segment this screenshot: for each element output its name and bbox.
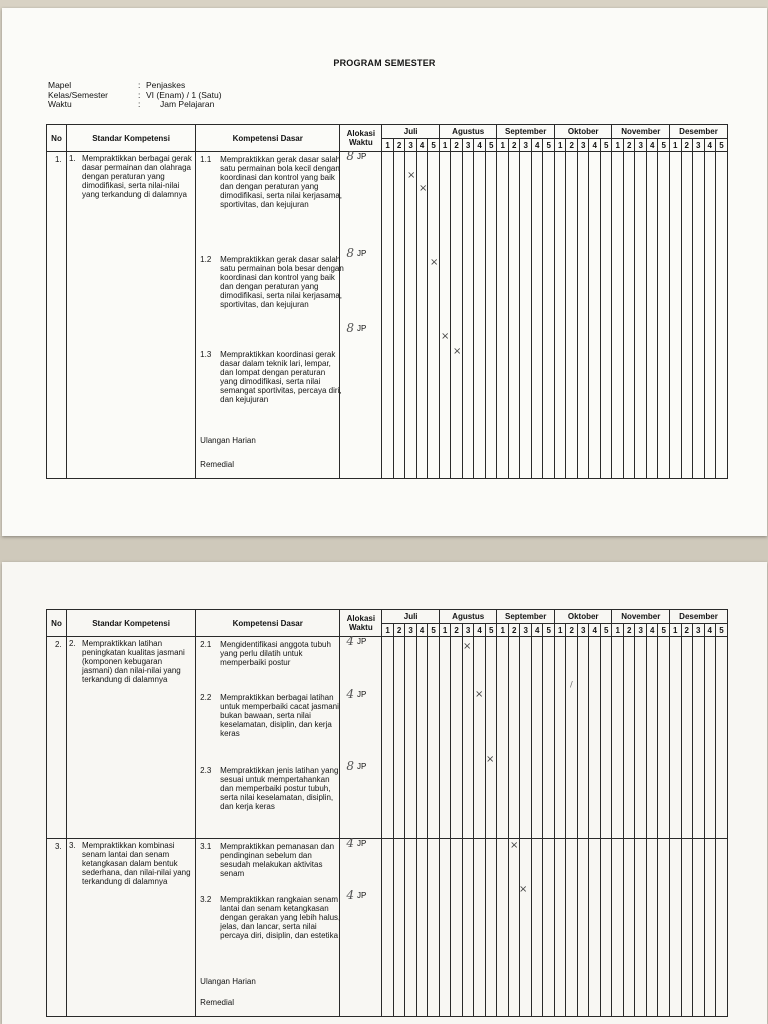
week-number-header: 5 bbox=[716, 624, 728, 637]
kd-item bbox=[200, 640, 344, 667]
week-number-header: 4 bbox=[474, 139, 486, 152]
schedule-mark: × bbox=[486, 754, 495, 765]
week-number-header: 3 bbox=[462, 139, 474, 152]
unit-label: JP bbox=[356, 152, 367, 161]
week-number-header: 5 bbox=[600, 139, 612, 152]
week-cell bbox=[531, 839, 543, 1017]
week-cell bbox=[589, 637, 601, 839]
semester-table-continued bbox=[46, 609, 728, 1017]
week-cell bbox=[462, 839, 474, 1017]
week-number-header: 3 bbox=[693, 624, 705, 637]
week-cell bbox=[508, 637, 520, 839]
unit-label: JP bbox=[356, 762, 367, 771]
week-cell bbox=[462, 637, 474, 839]
kd-text: Mempraktikkan koordinasi gerak dasar dalam teknik lari, lempar, dan lompat dengan peraturan yang dimodifikasi, serta nilai semangat sportivitas, percaya diri, dan kejujuran bbox=[220, 350, 342, 404]
kd-number: 3.1 bbox=[200, 842, 212, 851]
standar-kompetensi-cell bbox=[67, 152, 196, 479]
week-number-header: 2 bbox=[393, 139, 405, 152]
kd-number: 1.3 bbox=[200, 350, 212, 359]
week-cell bbox=[485, 637, 497, 839]
alokasi-value bbox=[346, 759, 367, 773]
sk-text: Mempraktikkan berbagai gerak dasar permainan dan olahraga dengan peraturan yang dimodifikasi, serta nilai-nilai yang terkandung di dalamnya bbox=[82, 154, 192, 199]
info-row-waktu bbox=[48, 100, 222, 110]
week-cell bbox=[382, 152, 394, 479]
kd-number: 2.3 bbox=[200, 766, 212, 775]
kd-item bbox=[200, 350, 344, 404]
week-cell bbox=[405, 152, 417, 479]
info-value: VI (Enam) / 1 (Satu) bbox=[146, 89, 222, 100]
alokasi-value bbox=[346, 836, 367, 850]
week-number-header: 2 bbox=[566, 624, 578, 637]
week-number-header: 4 bbox=[646, 624, 658, 637]
week-number-header: 1 bbox=[612, 624, 624, 637]
ulangan-harian-label: Ulangan Harian bbox=[200, 436, 256, 445]
week-cell bbox=[439, 152, 451, 479]
sk-number: 3. bbox=[69, 841, 76, 850]
background-gap bbox=[0, 536, 768, 562]
week-cell bbox=[658, 637, 670, 839]
week-cell bbox=[543, 839, 555, 1017]
schedule-mark: × bbox=[475, 689, 484, 700]
unit-label: JP bbox=[356, 324, 367, 333]
handwritten-number: 4 bbox=[346, 687, 354, 701]
schedule-mark: × bbox=[441, 331, 450, 342]
week-cell bbox=[612, 839, 624, 1017]
kd-number: 1.2 bbox=[200, 255, 212, 264]
info-colon: : bbox=[138, 89, 141, 100]
sk-number: 1. bbox=[69, 154, 76, 163]
week-number-header: 4 bbox=[531, 624, 543, 637]
remedial-label: Remedial bbox=[200, 460, 234, 469]
standar-kompetensi-cell bbox=[67, 637, 196, 839]
week-number-header: 1 bbox=[439, 624, 451, 637]
kd-text: Mempraktikkan pemanasan dan pendinginan sebelum dan sesudah melakukan aktivitas senam bbox=[220, 842, 335, 878]
week-number-header: 2 bbox=[451, 624, 463, 637]
week-cell bbox=[462, 152, 474, 479]
week-cell bbox=[428, 839, 440, 1017]
document-page-1 bbox=[2, 8, 767, 536]
week-cell bbox=[646, 839, 658, 1017]
info-label: Waktu bbox=[48, 99, 72, 110]
month-header-agustus: Agustus bbox=[439, 610, 497, 624]
col-header-kompetensi-dasar: Kompetensi Dasar bbox=[196, 125, 340, 152]
week-number-header: 5 bbox=[485, 624, 497, 637]
week-cell bbox=[589, 839, 601, 1017]
week-number-header: 4 bbox=[416, 139, 428, 152]
week-cell bbox=[416, 637, 428, 839]
table-row bbox=[47, 152, 728, 479]
kd-text: Mengidentifikasi anggota tubuh yang perlu dilatih untuk memperbaiki postur bbox=[220, 640, 331, 667]
month-header-oktober: Oktober bbox=[554, 610, 612, 624]
week-cell bbox=[554, 637, 566, 839]
week-cell bbox=[670, 839, 682, 1017]
week-cell bbox=[474, 637, 486, 839]
handwritten-number: 4 bbox=[346, 888, 354, 902]
kd-number: 3.2 bbox=[200, 895, 212, 904]
week-number-header: 1 bbox=[554, 139, 566, 152]
week-cell bbox=[497, 152, 509, 479]
week-number-header: 5 bbox=[716, 139, 728, 152]
week-cell bbox=[428, 152, 440, 479]
handwritten-number: 8 bbox=[346, 759, 354, 773]
week-cell bbox=[716, 152, 728, 479]
week-cell bbox=[405, 839, 417, 1017]
week-number-header: 5 bbox=[485, 139, 497, 152]
kd-number: 1.1 bbox=[200, 155, 212, 164]
week-number-header: 5 bbox=[428, 624, 440, 637]
col-header-no: No bbox=[47, 610, 67, 637]
alokasi-waktu-cell bbox=[340, 634, 382, 839]
handwritten-number: 8 bbox=[346, 321, 354, 335]
week-cell bbox=[693, 839, 705, 1017]
week-cell bbox=[520, 637, 532, 839]
kd-item bbox=[200, 255, 344, 309]
week-cell bbox=[416, 839, 428, 1017]
sk-text: Mempraktikkan latihan peningkatan kualitas jasmani (komponen kebugaran jasmani) dan nilai-nilai yang terkandung di dalamnya bbox=[82, 639, 185, 684]
week-number-header: 5 bbox=[428, 139, 440, 152]
week-cell bbox=[704, 152, 716, 479]
week-cell bbox=[716, 839, 728, 1017]
week-number-header: 3 bbox=[520, 139, 532, 152]
col-header-standar-kompetensi: Standar Kompetensi bbox=[67, 125, 196, 152]
info-colon: : bbox=[138, 80, 141, 90]
alokasi-value bbox=[346, 321, 367, 335]
week-number-header: 2 bbox=[393, 624, 405, 637]
info-value: Penjaskes bbox=[146, 80, 186, 90]
kompetensi-dasar-cell bbox=[196, 637, 340, 839]
month-header-november: November bbox=[612, 125, 670, 139]
week-cell bbox=[520, 839, 532, 1017]
week-cell bbox=[508, 839, 520, 1017]
info-colon: : bbox=[138, 99, 141, 110]
week-number-header: 5 bbox=[543, 624, 555, 637]
month-header-november: November bbox=[612, 610, 670, 624]
schedule-mark: × bbox=[407, 170, 416, 181]
kd-text: Mempraktikkan rangkaian senam lantai dan senam ketangkasan dengan gerakan yang lebih halus, jelas, dan lancar, serta nilai percaya diri, disiplin, dan estetika bbox=[220, 895, 341, 940]
week-cell bbox=[497, 839, 509, 1017]
row-number: 1. bbox=[47, 152, 67, 479]
week-cell bbox=[485, 839, 497, 1017]
week-cell bbox=[554, 152, 566, 479]
week-cell bbox=[716, 637, 728, 839]
week-cell bbox=[566, 152, 578, 479]
week-number-header: 1 bbox=[670, 624, 682, 637]
week-number-header: 1 bbox=[439, 139, 451, 152]
week-cell bbox=[554, 839, 566, 1017]
week-cell bbox=[704, 637, 716, 839]
month-header-juli: Juli bbox=[382, 125, 440, 139]
kd-number: 2.2 bbox=[200, 693, 212, 702]
kd-item bbox=[200, 693, 344, 738]
week-cell bbox=[612, 152, 624, 479]
month-header-agustus: Agustus bbox=[439, 125, 497, 139]
week-number-header: 3 bbox=[577, 624, 589, 637]
week-cell bbox=[693, 152, 705, 479]
alokasi-waktu-cell bbox=[340, 836, 382, 1017]
week-number-header: 1 bbox=[497, 139, 509, 152]
handwritten-number: 4 bbox=[346, 634, 354, 648]
sk-text: Mempraktikkan kombinasi senam lantai dan senam ketangkasan dalam bentuk sederhana, dan nilai-nilai yang terkandung di dalamnya bbox=[82, 841, 191, 886]
week-number-header: 2 bbox=[508, 624, 520, 637]
week-cell bbox=[646, 152, 658, 479]
handwritten-number: 4 bbox=[346, 836, 354, 850]
kompetensi-dasar-cell bbox=[196, 152, 344, 479]
week-cell bbox=[497, 637, 509, 839]
week-number-header: 3 bbox=[693, 139, 705, 152]
week-cell bbox=[508, 152, 520, 479]
schedule-mark: × bbox=[453, 346, 462, 357]
col-header-alokasi-waktu: Alokasi Waktu bbox=[340, 610, 382, 637]
week-cell bbox=[531, 152, 543, 479]
week-cell bbox=[520, 152, 532, 479]
week-cell bbox=[393, 839, 405, 1017]
ulangan-harian-label: Ulangan Harian bbox=[200, 977, 256, 986]
week-cell bbox=[428, 637, 440, 839]
week-cell bbox=[600, 637, 612, 839]
alokasi-value bbox=[346, 246, 367, 260]
week-number-header: 4 bbox=[589, 139, 601, 152]
table-row bbox=[47, 637, 728, 839]
week-cell bbox=[439, 637, 451, 839]
week-cell bbox=[543, 637, 555, 839]
week-cell bbox=[566, 637, 578, 839]
kd-text: Mempraktikkan jenis latihan yang sesuai untuk mempertahankan dan memperbaiki postur tubuh, serta nilai keselamatan, disiplin, dan kerja keras bbox=[220, 766, 339, 811]
kompetensi-dasar-cell bbox=[196, 839, 340, 1017]
week-cell bbox=[382, 839, 394, 1017]
week-number-header: 2 bbox=[508, 139, 520, 152]
info-value: Jam Pelajaran bbox=[160, 99, 215, 110]
schedule-mark: × bbox=[430, 257, 439, 268]
week-cell bbox=[474, 839, 486, 1017]
week-number-header: 4 bbox=[704, 139, 716, 152]
remedial-label: Remedial bbox=[200, 998, 234, 1007]
week-number-header: 2 bbox=[681, 139, 693, 152]
week-cell bbox=[451, 839, 463, 1017]
week-number-header: 2 bbox=[566, 139, 578, 152]
week-cell bbox=[635, 839, 647, 1017]
week-number-header: 2 bbox=[623, 624, 635, 637]
document-page-2 bbox=[2, 562, 767, 1024]
unit-label: JP bbox=[356, 249, 367, 258]
unit-label: JP bbox=[356, 839, 367, 848]
week-cell bbox=[566, 839, 578, 1017]
month-header-desember: Desember bbox=[670, 610, 728, 624]
week-cell bbox=[704, 839, 716, 1017]
week-cell bbox=[646, 637, 658, 839]
week-number-header: 2 bbox=[623, 139, 635, 152]
week-number-header: 4 bbox=[531, 139, 543, 152]
week-cell bbox=[658, 152, 670, 479]
week-number-header: 1 bbox=[670, 139, 682, 152]
kd-item bbox=[200, 155, 344, 209]
kd-text: Mempraktikkan gerak dasar salah satu permainan bola besar dengan koordinasi dan kontrol yang baik dan dengan peraturan yang dimodifikasi, serta nilai kerjasama, sportivitas, dan kejujuran bbox=[220, 255, 344, 309]
week-number-header: 4 bbox=[474, 624, 486, 637]
week-cell bbox=[416, 152, 428, 479]
kd-text: Mempraktikkan gerak dasar salah satu permainan bola kecil dengan koordinasi dan kontrol yang baik dan dengan peraturan yang dimodifikasi, serta nilai kerjasama, sportivitas, dan kejujuran bbox=[220, 155, 342, 209]
week-number-header: 3 bbox=[635, 139, 647, 152]
week-cell bbox=[393, 637, 405, 839]
week-cell bbox=[635, 637, 647, 839]
col-header-standar-kompetensi: Standar Kompetensi bbox=[67, 610, 196, 637]
schedule-mark: × bbox=[419, 183, 428, 194]
standar-kompetensi-cell bbox=[67, 839, 196, 1017]
col-header-no: No bbox=[47, 125, 67, 152]
week-number-header: 2 bbox=[451, 139, 463, 152]
week-cell bbox=[439, 839, 451, 1017]
week-cell bbox=[693, 637, 705, 839]
alokasi-value bbox=[346, 149, 367, 163]
schedule-mark: × bbox=[519, 884, 528, 895]
week-number-header: 5 bbox=[543, 139, 555, 152]
week-cell bbox=[670, 152, 682, 479]
month-header-oktober: Oktober bbox=[554, 125, 612, 139]
week-cell bbox=[577, 839, 589, 1017]
week-number-header: 3 bbox=[462, 624, 474, 637]
week-cell bbox=[600, 839, 612, 1017]
row-number: 3. bbox=[47, 839, 67, 1017]
unit-label: JP bbox=[356, 891, 367, 900]
week-cell bbox=[681, 839, 693, 1017]
week-cell bbox=[382, 637, 394, 839]
week-cell bbox=[543, 152, 555, 479]
month-header-september: September bbox=[497, 125, 555, 139]
unit-label: JP bbox=[356, 690, 367, 699]
week-cell bbox=[393, 152, 405, 479]
week-cell bbox=[485, 152, 497, 479]
handwritten-number: 8 bbox=[346, 246, 354, 260]
table-row bbox=[47, 839, 728, 1017]
week-number-header: 3 bbox=[405, 624, 417, 637]
sk-number: 2. bbox=[69, 639, 76, 648]
week-number-header: 3 bbox=[635, 624, 647, 637]
schedule-mark: × bbox=[463, 641, 472, 652]
week-cell bbox=[681, 152, 693, 479]
alokasi-value bbox=[346, 687, 367, 701]
week-number-header: 4 bbox=[589, 624, 601, 637]
week-number-header: 4 bbox=[704, 624, 716, 637]
kd-text: Mempraktikkan berbagai latihan untuk memperbaiki cacat jasmani bukan bawaan, serta nilai keselamatan, disiplin, dan kerja keras bbox=[220, 693, 339, 738]
week-cell bbox=[623, 637, 635, 839]
week-cell bbox=[612, 637, 624, 839]
kd-number: 2.1 bbox=[200, 640, 212, 649]
month-header-desember: Desember bbox=[670, 125, 728, 139]
week-cell bbox=[589, 152, 601, 479]
week-number-header: 4 bbox=[646, 139, 658, 152]
alokasi-value bbox=[346, 634, 367, 648]
week-cell bbox=[451, 152, 463, 479]
week-number-header: 5 bbox=[658, 624, 670, 637]
month-header-juli: Juli bbox=[382, 610, 440, 624]
week-number-header: 1 bbox=[382, 624, 394, 637]
week-number-header: 5 bbox=[658, 139, 670, 152]
week-number-header: 1 bbox=[554, 624, 566, 637]
week-number-header: 1 bbox=[382, 139, 394, 152]
week-cell bbox=[658, 839, 670, 1017]
info-label: Mapel bbox=[48, 80, 72, 90]
week-cell bbox=[670, 637, 682, 839]
row-number: 2. bbox=[47, 637, 67, 839]
week-cell bbox=[474, 152, 486, 479]
month-header-september: September bbox=[497, 610, 555, 624]
col-header-kompetensi-dasar: Kompetensi Dasar bbox=[196, 610, 340, 637]
week-cell bbox=[531, 637, 543, 839]
week-cell bbox=[623, 152, 635, 479]
kd-item bbox=[200, 895, 344, 940]
week-cell bbox=[451, 637, 463, 839]
schedule-mark: × bbox=[510, 840, 519, 851]
week-cell bbox=[405, 637, 417, 839]
week-cell bbox=[623, 839, 635, 1017]
week-number-header: 4 bbox=[416, 624, 428, 637]
week-number-header: 3 bbox=[520, 624, 532, 637]
week-cell bbox=[577, 152, 589, 479]
week-cell bbox=[600, 152, 612, 479]
week-cell bbox=[681, 637, 693, 839]
schedule-mark: / bbox=[570, 680, 573, 689]
handwritten-number: 8 bbox=[346, 149, 354, 163]
week-number-header: 1 bbox=[497, 624, 509, 637]
alokasi-value bbox=[346, 888, 367, 902]
header-info bbox=[48, 81, 222, 110]
semester-table bbox=[46, 124, 728, 479]
week-cell bbox=[577, 637, 589, 839]
week-number-header: 2 bbox=[681, 624, 693, 637]
week-number-header: 3 bbox=[405, 139, 417, 152]
kd-item bbox=[200, 842, 344, 878]
week-cell bbox=[635, 152, 647, 479]
col-header-alokasi-waktu: Alokasi Waktu bbox=[340, 125, 382, 152]
kd-item bbox=[200, 766, 344, 811]
alokasi-waktu-cell bbox=[340, 149, 382, 479]
week-number-header: 3 bbox=[577, 139, 589, 152]
unit-label: JP bbox=[356, 637, 367, 646]
page-title: PROGRAM SEMESTER bbox=[333, 58, 436, 68]
week-number-header: 1 bbox=[612, 139, 624, 152]
week-number-header: 5 bbox=[600, 624, 612, 637]
info-label: Kelas/Semester bbox=[48, 89, 108, 100]
